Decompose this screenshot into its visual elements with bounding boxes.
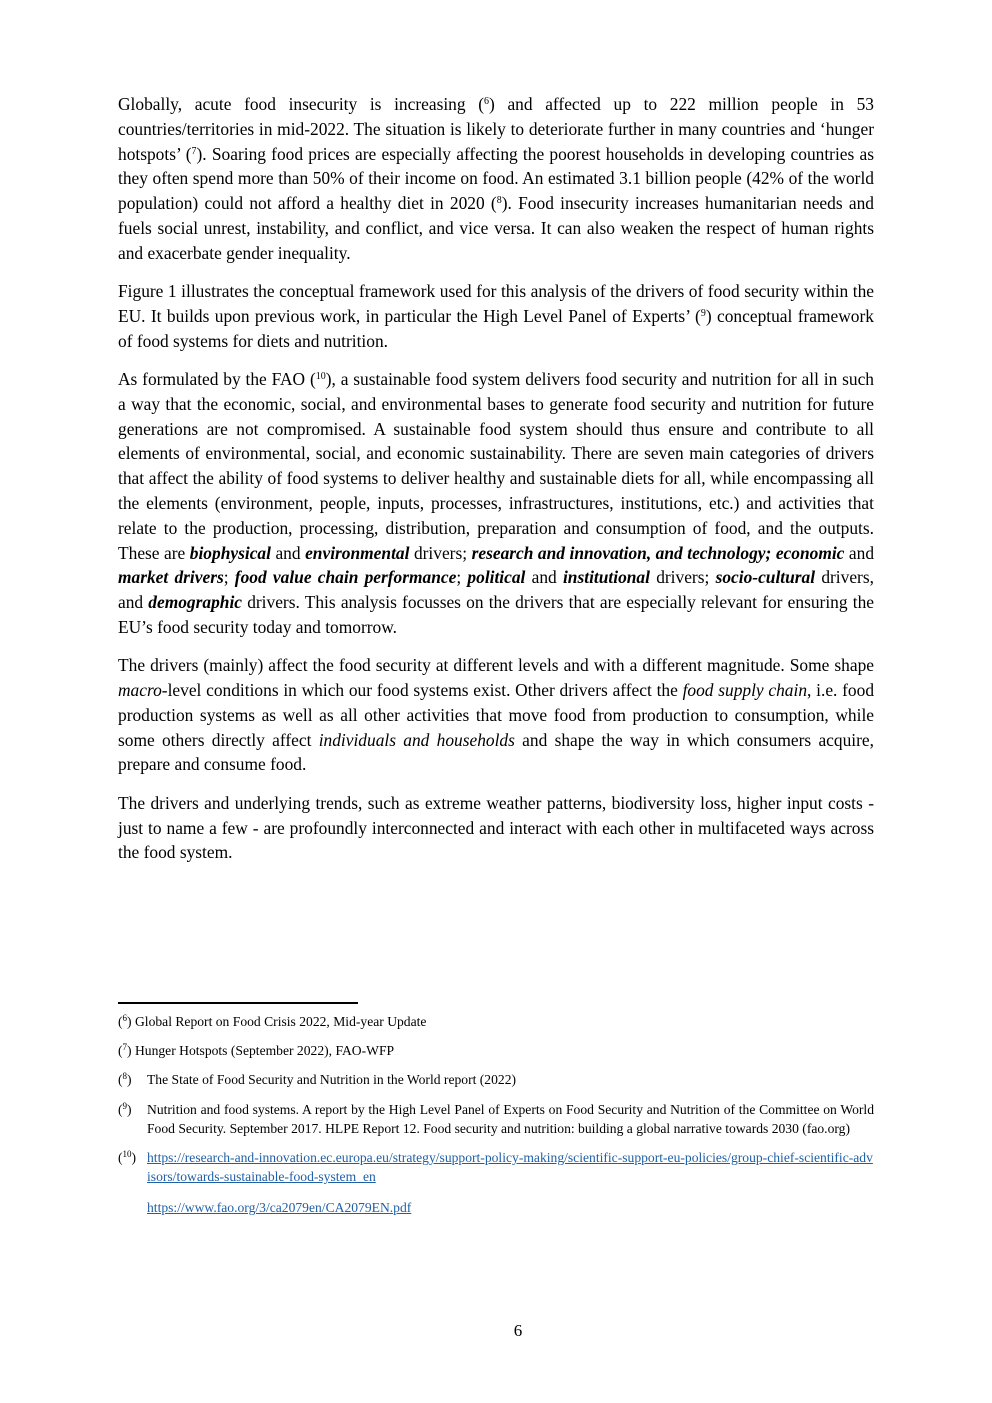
text-run: ) and affected up to 222 million people in 53 countries/territories in mid-2022. The situation is likely to deteriorate further in many countries and ‘hunger hotspots’ ( bbox=[118, 94, 874, 164]
emphasis-text: institutional bbox=[562, 567, 650, 588]
footnote-separator bbox=[118, 1002, 358, 1004]
footnote-link-fao[interactable]: https://www.fao.org/3/ca2079en/CA2079EN.pdf bbox=[147, 1200, 412, 1216]
emphasis-text: political bbox=[467, 567, 526, 588]
footnote-ref: 10 bbox=[315, 370, 326, 382]
text-run: Globally, acute food insecurity is increasing ( bbox=[118, 94, 484, 114]
emphasis-text: food supply chain bbox=[682, 680, 808, 701]
body-text bbox=[118, 92, 874, 879]
text-run: As formulated by the FAO ( bbox=[118, 368, 316, 389]
text-run: The drivers and underlying trends, such as extreme weather patterns, biodiversity loss, higher input costs - just to name a few - are profoundly interconnected and interact with each other in multifaceted ways across the food system. bbox=[118, 792, 874, 863]
footnote-ref: 8 bbox=[496, 195, 502, 207]
footnote-8: ($^8$) The State of Food Security and Nutrition in the World report (2022) bbox=[118, 1071, 517, 1088]
footnote-9: ($^9$) Nutrition and food systems. A report by the High Level Panel of Experts on Food Security and Nutrition of the Committee on World Food Security. September 2017. HLPE Report 12. Food security and nutrition: building a global narrative towards 2030 (fao.org) bbox=[118, 1100, 874, 1136]
paragraph bbox=[118, 367, 874, 640]
text-run: ). Food insecurity increases humanitarian needs and fuels social unrest, instability, and conflict, and vice versa. It can also weaken the respect of human rights and exacerbate gender inequality. bbox=[118, 193, 874, 263]
text-run: drivers. This analysis focusses on the drivers that are especially relevant for ensuring the EU’s food security today and tomorrow. bbox=[118, 592, 874, 637]
text-run: ; bbox=[456, 567, 468, 588]
emphasis-text: market drivers bbox=[118, 567, 224, 588]
footnote-7: ($^7$) Hunger Hotspots (September 2022), FAO-WFP bbox=[118, 1042, 395, 1059]
paragraph bbox=[118, 791, 874, 865]
emphasis-text: environmental bbox=[305, 542, 410, 563]
emphasis-text: demographic bbox=[148, 592, 243, 613]
footnote-ref: 7 bbox=[191, 145, 197, 157]
text-run: drivers; bbox=[649, 567, 716, 588]
text-run: ; bbox=[223, 567, 235, 588]
paragraph bbox=[118, 653, 874, 777]
page-number: 6 bbox=[513, 1321, 523, 1340]
text-run: and bbox=[844, 542, 875, 563]
emphasis-text: biophysical bbox=[189, 542, 271, 563]
emphasis-text: research and innovation, and technology; bbox=[471, 542, 772, 563]
text-run: and shape the way in which consumers acquire, prepare and consume food. bbox=[118, 729, 874, 775]
text-run: ). Soaring food prices are especially affecting the poorest households in developing countries as they often spend more than 50% of their income on food. An estimated 3.1 billion people (42% of the world population) could not afford a healthy diet in 2020 ( bbox=[118, 143, 874, 214]
paragraph bbox=[118, 279, 874, 353]
footnote-ref: 9 bbox=[700, 307, 706, 319]
footnote-link-ec[interactable]: https://research-and-innovation.ec.europa.eu/strategy/support-policy-making/scientific-support-eu-policies/group-chief-scientific-advisors/towards-sustainable-food-system_en bbox=[147, 1150, 873, 1185]
footnotes bbox=[118, 1012, 874, 1228]
text-run: and bbox=[525, 567, 563, 588]
text-run: Figure 1 illustrates the conceptual framework used for this analysis of the drivers of food security within the EU. It builds upon previous work, in particular the High Level Panel of Experts’ ( bbox=[118, 281, 874, 326]
text-run: drivers, and bbox=[118, 567, 874, 613]
emphasis-text: individuals and households bbox=[318, 729, 515, 750]
footnote-6: ($^6$) Global Report on Food Crisis 2022, Mid-year Update bbox=[118, 1013, 427, 1029]
text-run: ) conceptual framework of food systems for diets and nutrition. bbox=[118, 305, 874, 351]
footnote-ref: 6 bbox=[484, 96, 489, 107]
emphasis-text: macro bbox=[118, 680, 162, 701]
text-run: , i.e. food production systems as well as all other activities that move food from production to consumption, while some others directly affect bbox=[118, 680, 875, 750]
text-run: drivers; bbox=[409, 542, 472, 563]
text-run: -level conditions in which our food systems exist. Other drivers affect the bbox=[161, 680, 683, 701]
emphasis-text: economic bbox=[775, 542, 845, 563]
emphasis-text: food value chain performance bbox=[234, 567, 457, 588]
text-run: and bbox=[270, 542, 306, 563]
emphasis-text: socio-cultural bbox=[715, 567, 816, 588]
paragraph bbox=[118, 92, 874, 266]
text-run: The drivers (mainly) affect the food security at different levels and with a different magnitude. Some shape bbox=[118, 655, 874, 676]
text-run: ), a sustainable food system delivers food security and nutrition for all in such a way that the economic, social, and environmental bases to generate food security and nutrition for future generations are not compromised. A sustainable food system should thus ensure and contribute to all elements of environmental, social, and economic sustainability. There are seven main categories of drivers that affect the ability of food systems to deliver healthy and sustainable diets for all, while encompassing all the elements (environment, people, inputs, processes, infrastructures, institutions, etc.) and activities that relate to the production, processing, distribution, preparation and consumption of food, and the outputs. These are bbox=[118, 368, 875, 563]
footnote-10: ($^{10}$) https://research-and-innovation.ec.europa.eu/strategy/support-policy-making/scientific-support-eu-policies/group-chief-scientific-advisors/towards-sustainable-food-system_en https://www.fao.org/3/ca2079en/CA2079EN.pdf bbox=[118, 1149, 873, 1216]
